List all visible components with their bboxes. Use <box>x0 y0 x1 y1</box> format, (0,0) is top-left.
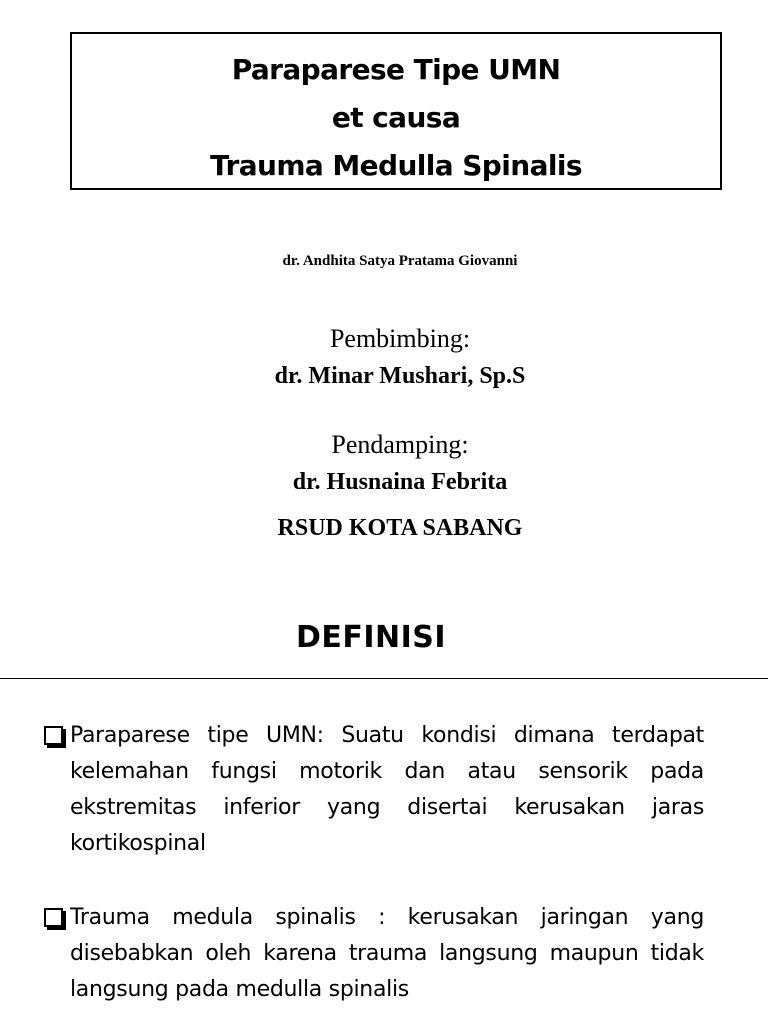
bullet-text-2: Trauma medula spinalis : kerusakan jaringan yang disebabkan oleh karena trauma langsung maupun tidak langsung pada medulla spinalis <box>70 905 704 1002</box>
checkbox-bullet-icon <box>44 908 63 927</box>
slide-divider <box>0 678 768 679</box>
bullet-item-2 <box>44 900 704 1008</box>
institution-name: RSUD KOTA SABANG <box>277 515 523 541</box>
author-name: dr. Andhita Satya Pratama Giovanni <box>282 253 518 269</box>
title-line-1: Paraparese Tipe UMN <box>231 53 561 86</box>
supervisor-label: Pembimbing: <box>329 324 471 353</box>
title-box <box>70 32 722 190</box>
bullet-item-1 <box>44 718 704 862</box>
supervisor-name: dr. Minar Mushari, Sp.S <box>274 363 526 389</box>
title-line-3: Trauma Medulla Spinalis <box>210 149 582 182</box>
title-line-2: et causa <box>331 101 461 134</box>
bullet-text-1: Paraparese tipe UMN: Suatu kondisi dimana terdapat kelemahan fungsi motorik dan atau sensorik pada ekstremitas inferior yang disertai kerusakan jaras kortikospinal <box>70 723 704 856</box>
companion-name: dr. Husnaina Febrita <box>292 469 508 495</box>
section-heading: DEFINISI <box>295 620 447 655</box>
companion-label: Pendamping: <box>331 430 469 459</box>
checkbox-bullet-icon <box>44 726 63 745</box>
